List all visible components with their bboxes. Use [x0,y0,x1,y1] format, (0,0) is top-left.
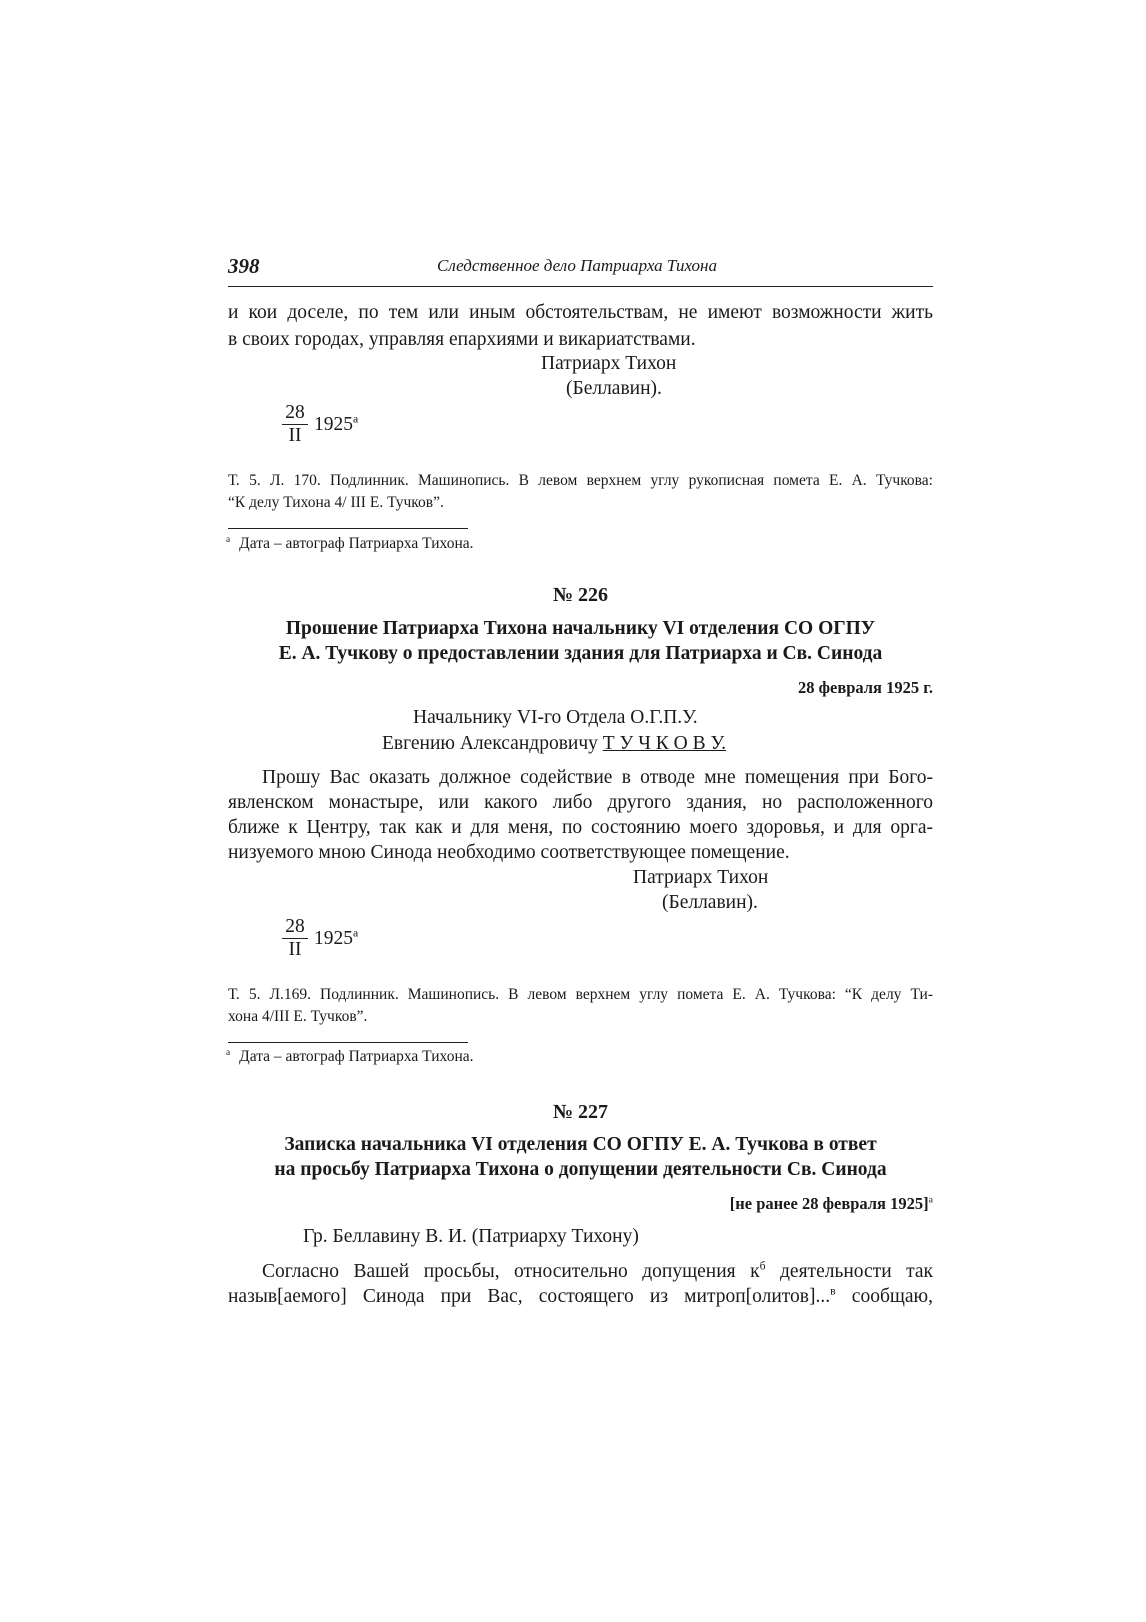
date-month: II [288,425,302,446]
address-line: Евгению Александровичу Т У Ч К О В У. [382,733,727,754]
signature-surname: (Беллавин). [662,892,758,913]
document-date: [не ранее 28 февраля 1925]$^а$ [729,1194,933,1213]
page-number: 398 [228,254,260,278]
footnote-mark: б [759,1259,766,1273]
footnote-mark: а [353,412,359,426]
signature-name: Патриарх Тихон [633,867,769,888]
body-line: Согласно Вашей просьбы, относительно допущения $к^б$ деятельности так [262,1259,933,1282]
header-rule [228,286,933,287]
date-month: II [288,939,302,960]
document-date: 28 февраля 1925 г. [797,678,933,697]
body-line: и кои доселе, по тем или иным обстоятельствам, не имеют возможности жить [228,302,933,323]
address-line: Гр. Беллавину В. И. (Патриарху Тихону) [303,1226,639,1247]
date-fraction [282,402,308,447]
body-line: явленском монастыре, или какого либо другого здания, но расположенного [228,792,933,813]
date-day: 28 [282,916,308,939]
document-number: № 226 [552,584,609,606]
signature-name: Патриарх Тихон [541,353,677,374]
archival-note-line: “К делу Тихона 4/ III Е. Тучков”. [228,494,444,511]
date-year: $1925^а$ [314,412,359,435]
footnote-mark: а [928,1194,933,1206]
running-title: Следственное дело Патриарха Тихона [437,256,717,275]
body-line: Прошу Вас оказать должное содействие в отводе мне помещения при Бого- [262,767,933,788]
footnote-mark: в [830,1284,836,1298]
footnote: $^а$ Дата – автограф Патриарха Тихона. [226,534,474,552]
footnote-rule [228,528,468,529]
address-line: Начальнику VI-го Отдела О.Г.П.У. [413,707,698,728]
document-number: № 227 [552,1101,609,1123]
footnote: $^а$ Дата – автограф Патриарха Тихона. [226,1047,474,1065]
archival-note-line: Т. 5. Л. 170. Подлинник. Машинопись. В левом верхнем углу рукописная помета Е. А. Тучкова: [228,472,933,489]
document-title-line: Записка начальника VI отделения СО ОГПУ Е. А. Тучкова в ответ [284,1134,877,1155]
document-title-line: Е. А. Тучкову о предоставлении здания для Патриарха и Св. Синода [278,643,883,664]
date-fraction [282,916,308,961]
date-year: $1925^а$ [314,926,359,949]
body-line: в своих городах, управляя епархиями и викариатствами. [228,329,696,350]
footnote-mark: а [353,926,359,940]
signature-surname: (Беллавин). [566,378,662,399]
document-title-line: на просьбу Патриарха Тихона о допущении деятельности Св. Синода [274,1159,887,1180]
body-line: назыв[аемого] Синода при Вас, состоящего из митроп[олитов]...$^в$ сообщаю, [228,1284,933,1307]
addressee-surname: Т У Ч К О В У. [602,733,727,754]
body-line: ближе к Центру, так как и для меня, по состоянию моего здоровья, и для орга- [228,817,933,838]
body-line: низуемого мною Синода необходимо соответствующее помещение. [228,842,790,863]
archival-note-line: Т. 5. Л.169. Подлинник. Машинопись. В левом верхнем углу помета Е. А. Тучкова: “К делу Ти- [228,986,933,1003]
date-day: 28 [282,402,308,425]
footnote-rule [228,1042,468,1043]
document-title-line: Прошение Патриарха Тихона начальнику VI отделения СО ОГПУ [285,618,876,639]
archival-note-line: хона 4/III Е. Тучков”. [228,1008,368,1025]
